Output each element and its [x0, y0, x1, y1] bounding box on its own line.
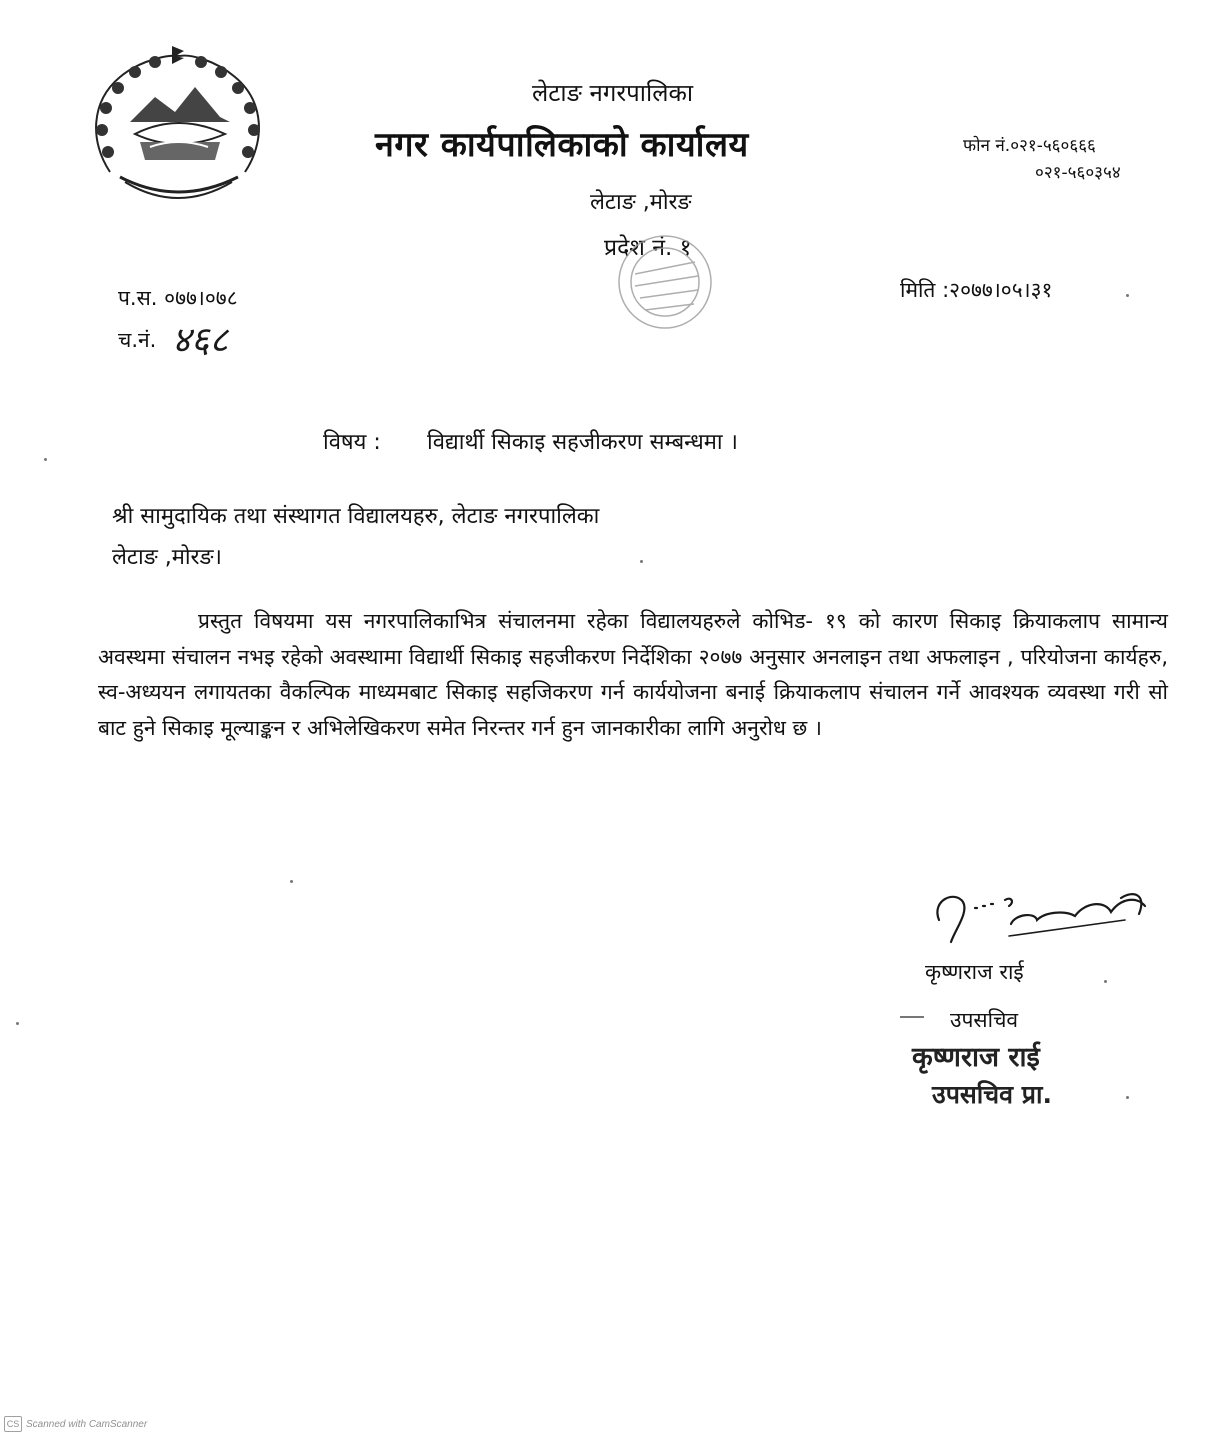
scan-speck — [290, 880, 293, 883]
handwritten-signature-icon — [925, 880, 1165, 960]
phone-number-1: फोन नं.०२१-५६०६६६ — [963, 136, 1096, 156]
recipient-line-1: श्री सामुदायिक तथा संस्थागत विद्यालयहरु, लेटाङ नगरपालिका — [112, 504, 600, 529]
round-office-stamp-icon — [590, 232, 740, 342]
scan-speck — [1126, 1096, 1129, 1099]
scan-speck — [1126, 294, 1129, 297]
dispatch-number-label: च.नं. — [118, 328, 157, 352]
letter-date: मिति :२०७७।०५।३१ — [900, 278, 1053, 302]
signature-stamp-name: कृष्णराज राई — [912, 1042, 1040, 1073]
recipient-line-2: लेटाङ ,मोरङ। — [112, 545, 222, 570]
subject-label: विषय : — [323, 430, 381, 455]
signature-stamp-title: उपसचिव प्रा. — [932, 1080, 1052, 1109]
nepal-emblem-icon — [80, 42, 275, 212]
watermark-text: Scanned with CamScanner — [26, 1418, 148, 1430]
scan-speck — [16, 1022, 19, 1025]
office-title: नगर कार्यपालिकाको कार्यालय — [375, 125, 749, 165]
office-address: लेटाङ ,मोरङ — [590, 190, 692, 215]
phone-number-2: ०२१-५६०३५४ — [1035, 163, 1121, 183]
dispatch-number-handwritten: ४६८ — [172, 320, 229, 361]
body-paragraph: प्रस्तुत विषयमा यस नगरपालिकाभित्र संचालनमा रहेका विद्यालयहरुले कोभिड- १९ को कारण सिकाइ क्रियाकलाप सामान्य अवस्थमा संचालन नभइ रहेको अवस्थामा विद्यार्थी सिकाइ सहजीकरण निर्देशिका २०७७ अनुसार अनलाइन तथा अफलाइन , परियोजना कार्यहरु, स्व-अध्ययन लगायतका वैकल्पिक माध्यमबाट सिकाइ सहजिकरण गर्न कार्ययोजना बनाई क्रियाकलाप संचालन गर्ने आवश्यक व्यवस्था गरी सो बाट हुने सिकाइ मूल्याङ्कन र अभिलेखिकरण समेत निरन्तर गर्न हुन जानकारीका लागि अनुरोध छ । — [98, 609, 1168, 740]
municipality-name: लेटाङ नगरपालिका — [532, 79, 694, 107]
camscanner-icon: CS — [4, 1416, 22, 1432]
signer-name: कृष्णराज राई — [925, 960, 1024, 984]
province-line: प्रदेश नं. १ — [604, 235, 692, 261]
scan-speck — [44, 458, 47, 461]
scan-speck — [640, 560, 643, 563]
signer-title: उपसचिव — [950, 1008, 1019, 1032]
subject-text: विद्यार्थी सिकाइ सहजीकरण सम्बन्धमा । — [427, 430, 738, 455]
scan-speck — [900, 1016, 924, 1018]
scan-speck — [1104, 980, 1107, 983]
camscanner-watermark — [4, 1416, 147, 1432]
reference-ps-number: प.स. ०७७।०७८ — [118, 286, 238, 310]
